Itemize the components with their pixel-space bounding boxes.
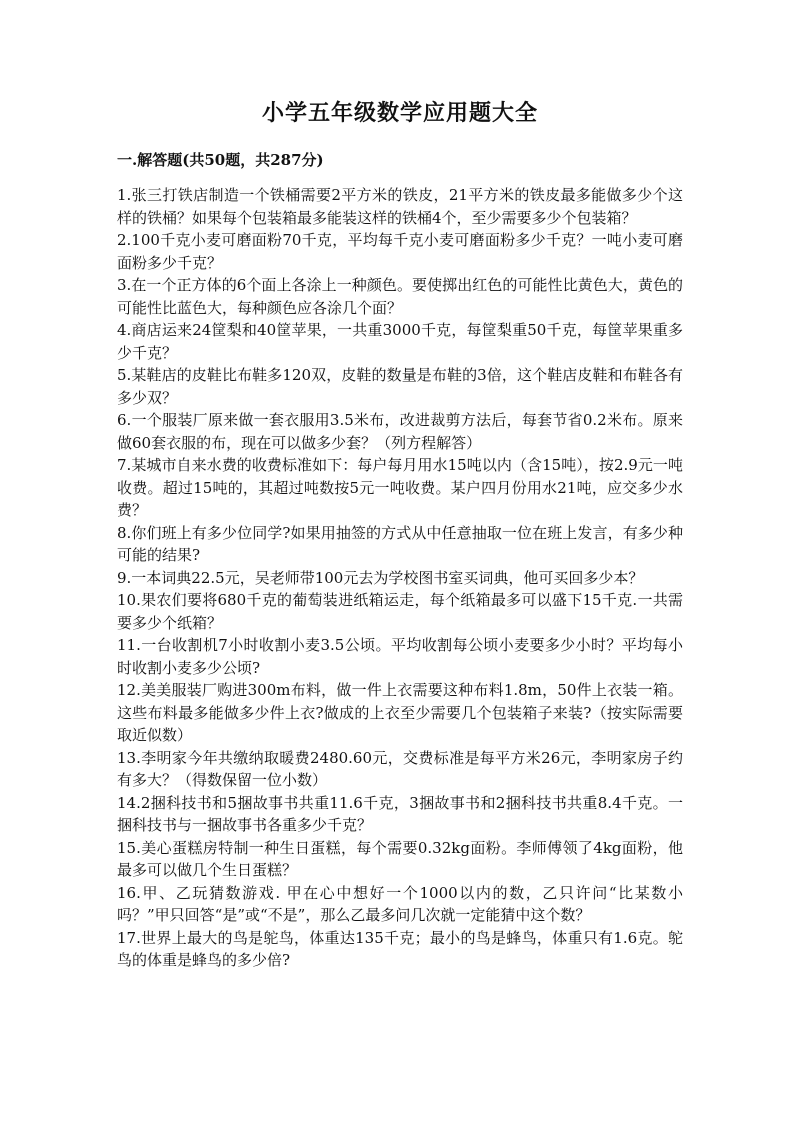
question-3: 3.在一个正方体的6个面上各涂上一种颜色。要使掷出红色的可能性比黄色大，黄色的可能性比蓝色大，每种颜色应各涂几个面？ [117, 276, 683, 317]
question-list [117, 184, 683, 972]
question-6: 6.一个服装厂原来做一套衣服用3.5米布，改进裁剪方法后，每套节省0.2米布。原来做60套衣服的布，现在可以做多少套？（列方程解答） [117, 411, 683, 452]
question-10: 10.果农们要将680千克的葡萄装进纸箱运走，每个纸箱最多可以盛下15千克.一共需要多少个纸箱？ [117, 591, 683, 632]
question-13: 13.李明家今年共缴纳取暖费2480.60元，交费标准是每平方米26元，李明家房子约有多大？（得数保留一位小数） [117, 748, 683, 789]
question-11: 11.一台收割机7小时收割小麦3.5公顷。平均收割每公顷小麦要多少小时？平均每小时收割小麦多少公顷? [117, 636, 683, 677]
question-12: 12.美美服装厂购进300m布料，做一件上衣需要这种布料1.8m，50件上衣装一箱。这些布料最多能做多少件上衣?做成的上衣至少需要几个包装箱子来装?（按实际需要取近似数） [117, 681, 683, 744]
question-14: 14.2捆科技书和5捆故事书共重11.6千克，3捆故事书和2捆科技书共重8.4千克。一捆科技书与一捆故事书各重多少千克？ [117, 793, 683, 834]
question-17: 17.世界上最大的鸟是鸵鸟，体重达135千克；最小的鸟是蜂鸟，体重只有1.6克。鸵鸟的体重是蜂鸟的多少倍? [117, 928, 683, 969]
question-1: 1.张三打铁店制造一个铁桶需要2平方米的铁皮，21平方米的铁皮最多能做多少个这样的铁桶？如果每个包装箱最多能装这样的铁桶4个，至少需要多少个包装箱？ [117, 186, 683, 227]
question-15: 15.美心蛋糕房特制一种生日蛋糕，每个需要0.32kg面粉。李师傅领了4kg面粉，他最多可以做几个生日蛋糕？ [117, 838, 683, 879]
section-heading: 一.解答题(共50题，共287分) [117, 151, 324, 169]
question-5: 5.某鞋店的皮鞋比布鞋多120双，皮鞋的数量是布鞋的3倍，这个鞋店皮鞋和布鞋各有多少双？ [117, 366, 683, 407]
question-8: 8.你们班上有多少位同学?如果用抽签的方式从中任意抽取一位在班上发言，有多少种可能的结果? [117, 523, 683, 564]
page-title: 小学五年级数学应用题大全 [261, 100, 538, 126]
question-7: 7.某城市自来水费的收费标准如下：每户每月用水15吨以内（含15吨），按2.9元一吨收费。超过15吨的，其超过吨数按5元一吨收费。某户四月份用水21吨，应交多少水费？ [117, 456, 683, 519]
question-4: 4.商店运来24筐梨和40筐苹果，一共重3000千克，每筐梨重50千克，每筐苹果重多少千克？ [117, 321, 683, 362]
question-2: 2.100千克小麦可磨面粉70千克，平均每千克小麦可磨面粉多少千克？一吨小麦可磨面粉多少千克？ [117, 231, 683, 272]
question-9: 9.一本词典22.5元，吴老师带100元去为学校图书室买词典，他可买回多少本？ [117, 568, 644, 587]
question-16: 16.甲、乙玩猜数游戏. 甲在心中想好一个1000以内的数，乙只许问“比某数小吗？”甲只回答“是”或“不是”，那么乙最多问几次就一定能猜中这个数？ [117, 883, 683, 924]
